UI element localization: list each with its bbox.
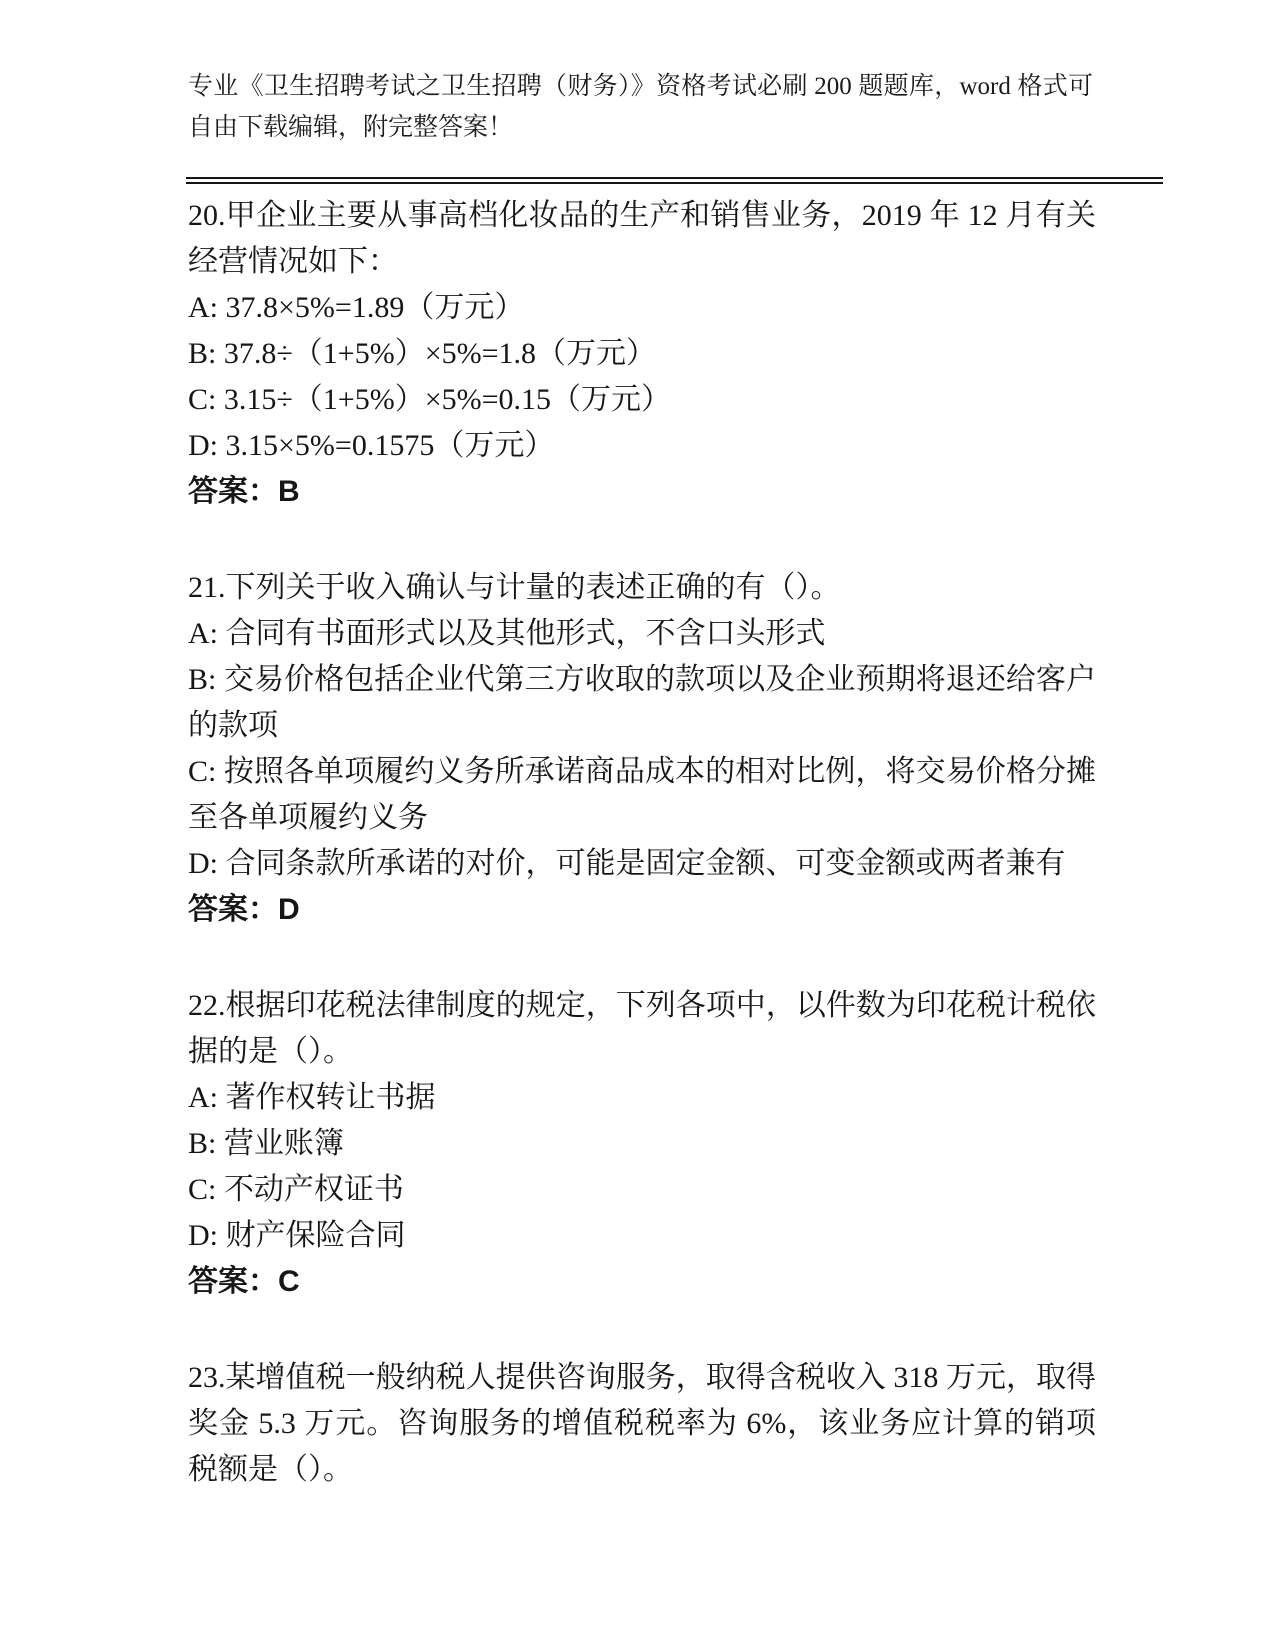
question-block-22: [188, 983, 1096, 1305]
answer-value: C: [278, 1265, 300, 1298]
answer-label: 答案：: [188, 893, 278, 926]
answer-line: [188, 1259, 1096, 1305]
question-stem: 23.某增值税一般纳税人提供咨询服务，取得含税收入 318 万元，取得奖金 5.3 万元。咨询服务的增值税税率为 6%，该业务应计算的销项税额是（）。: [188, 1361, 1096, 1486]
option-line-a: A: 合同有书面形式以及其他形式，不含口头形式: [188, 617, 826, 650]
answer-value: D: [278, 893, 300, 926]
option-line-d: D: 财产保险合同: [188, 1219, 406, 1252]
option-line-b: B: 37.8÷（1+5%）×5%=1.8（万元）: [188, 337, 657, 370]
option-line-d: D: 3.15×5%=0.1575（万元）: [188, 429, 555, 462]
option-line-b: B: 交易价格包括企业代第三方收取的款项以及企业预期将退还给客户的款项: [188, 663, 1096, 742]
option-line-d: D: 合同条款所承诺的对价，可能是固定金额、可变金额或两者兼有: [188, 847, 1066, 880]
header-double-rule: [186, 177, 1163, 184]
question-block-21: [188, 565, 1096, 933]
answer-line: [188, 887, 1096, 933]
answer-value: B: [278, 475, 300, 508]
option-line-c: C: 按照各单项履约义务所承诺商品成本的相对比例，将交易价格分摊至各单项履约义务: [188, 755, 1096, 834]
answer-label: 答案：: [188, 1265, 278, 1298]
question-block-23: [188, 1355, 1096, 1493]
question-stem: 20.甲企业主要从事高档化妆品的生产和销售业务，2019 年 12 月有关经营情况如下：: [188, 199, 1096, 278]
option-line-c: C: 3.15÷（1+5%）×5%=0.15（万元）: [188, 383, 672, 416]
question-stem: 21.下列关于收入确认与计量的表述正确的有（）。: [188, 571, 841, 604]
document-header-note: 专业《卫生招聘考试之卫生招聘（财务）》资格考试必刷 200 题题库，word 格式可自由下载编辑，附完整答案！: [188, 73, 1093, 141]
option-line-a: A: 著作权转让书据: [188, 1081, 436, 1114]
question-block-20: [188, 193, 1096, 515]
question-list: [188, 193, 1096, 1543]
answer-label: 答案：: [188, 475, 278, 508]
option-line-c: C: 不动产权证书: [188, 1173, 404, 1206]
option-line-b: B: 营业账簿: [188, 1127, 344, 1160]
answer-line: [188, 469, 1096, 515]
question-stem: 22.根据印花税法律制度的规定，下列各项中，以件数为印花税计税依据的是（）。: [188, 989, 1096, 1068]
option-line-a: A: 37.8×5%=1.89（万元）: [188, 291, 525, 324]
